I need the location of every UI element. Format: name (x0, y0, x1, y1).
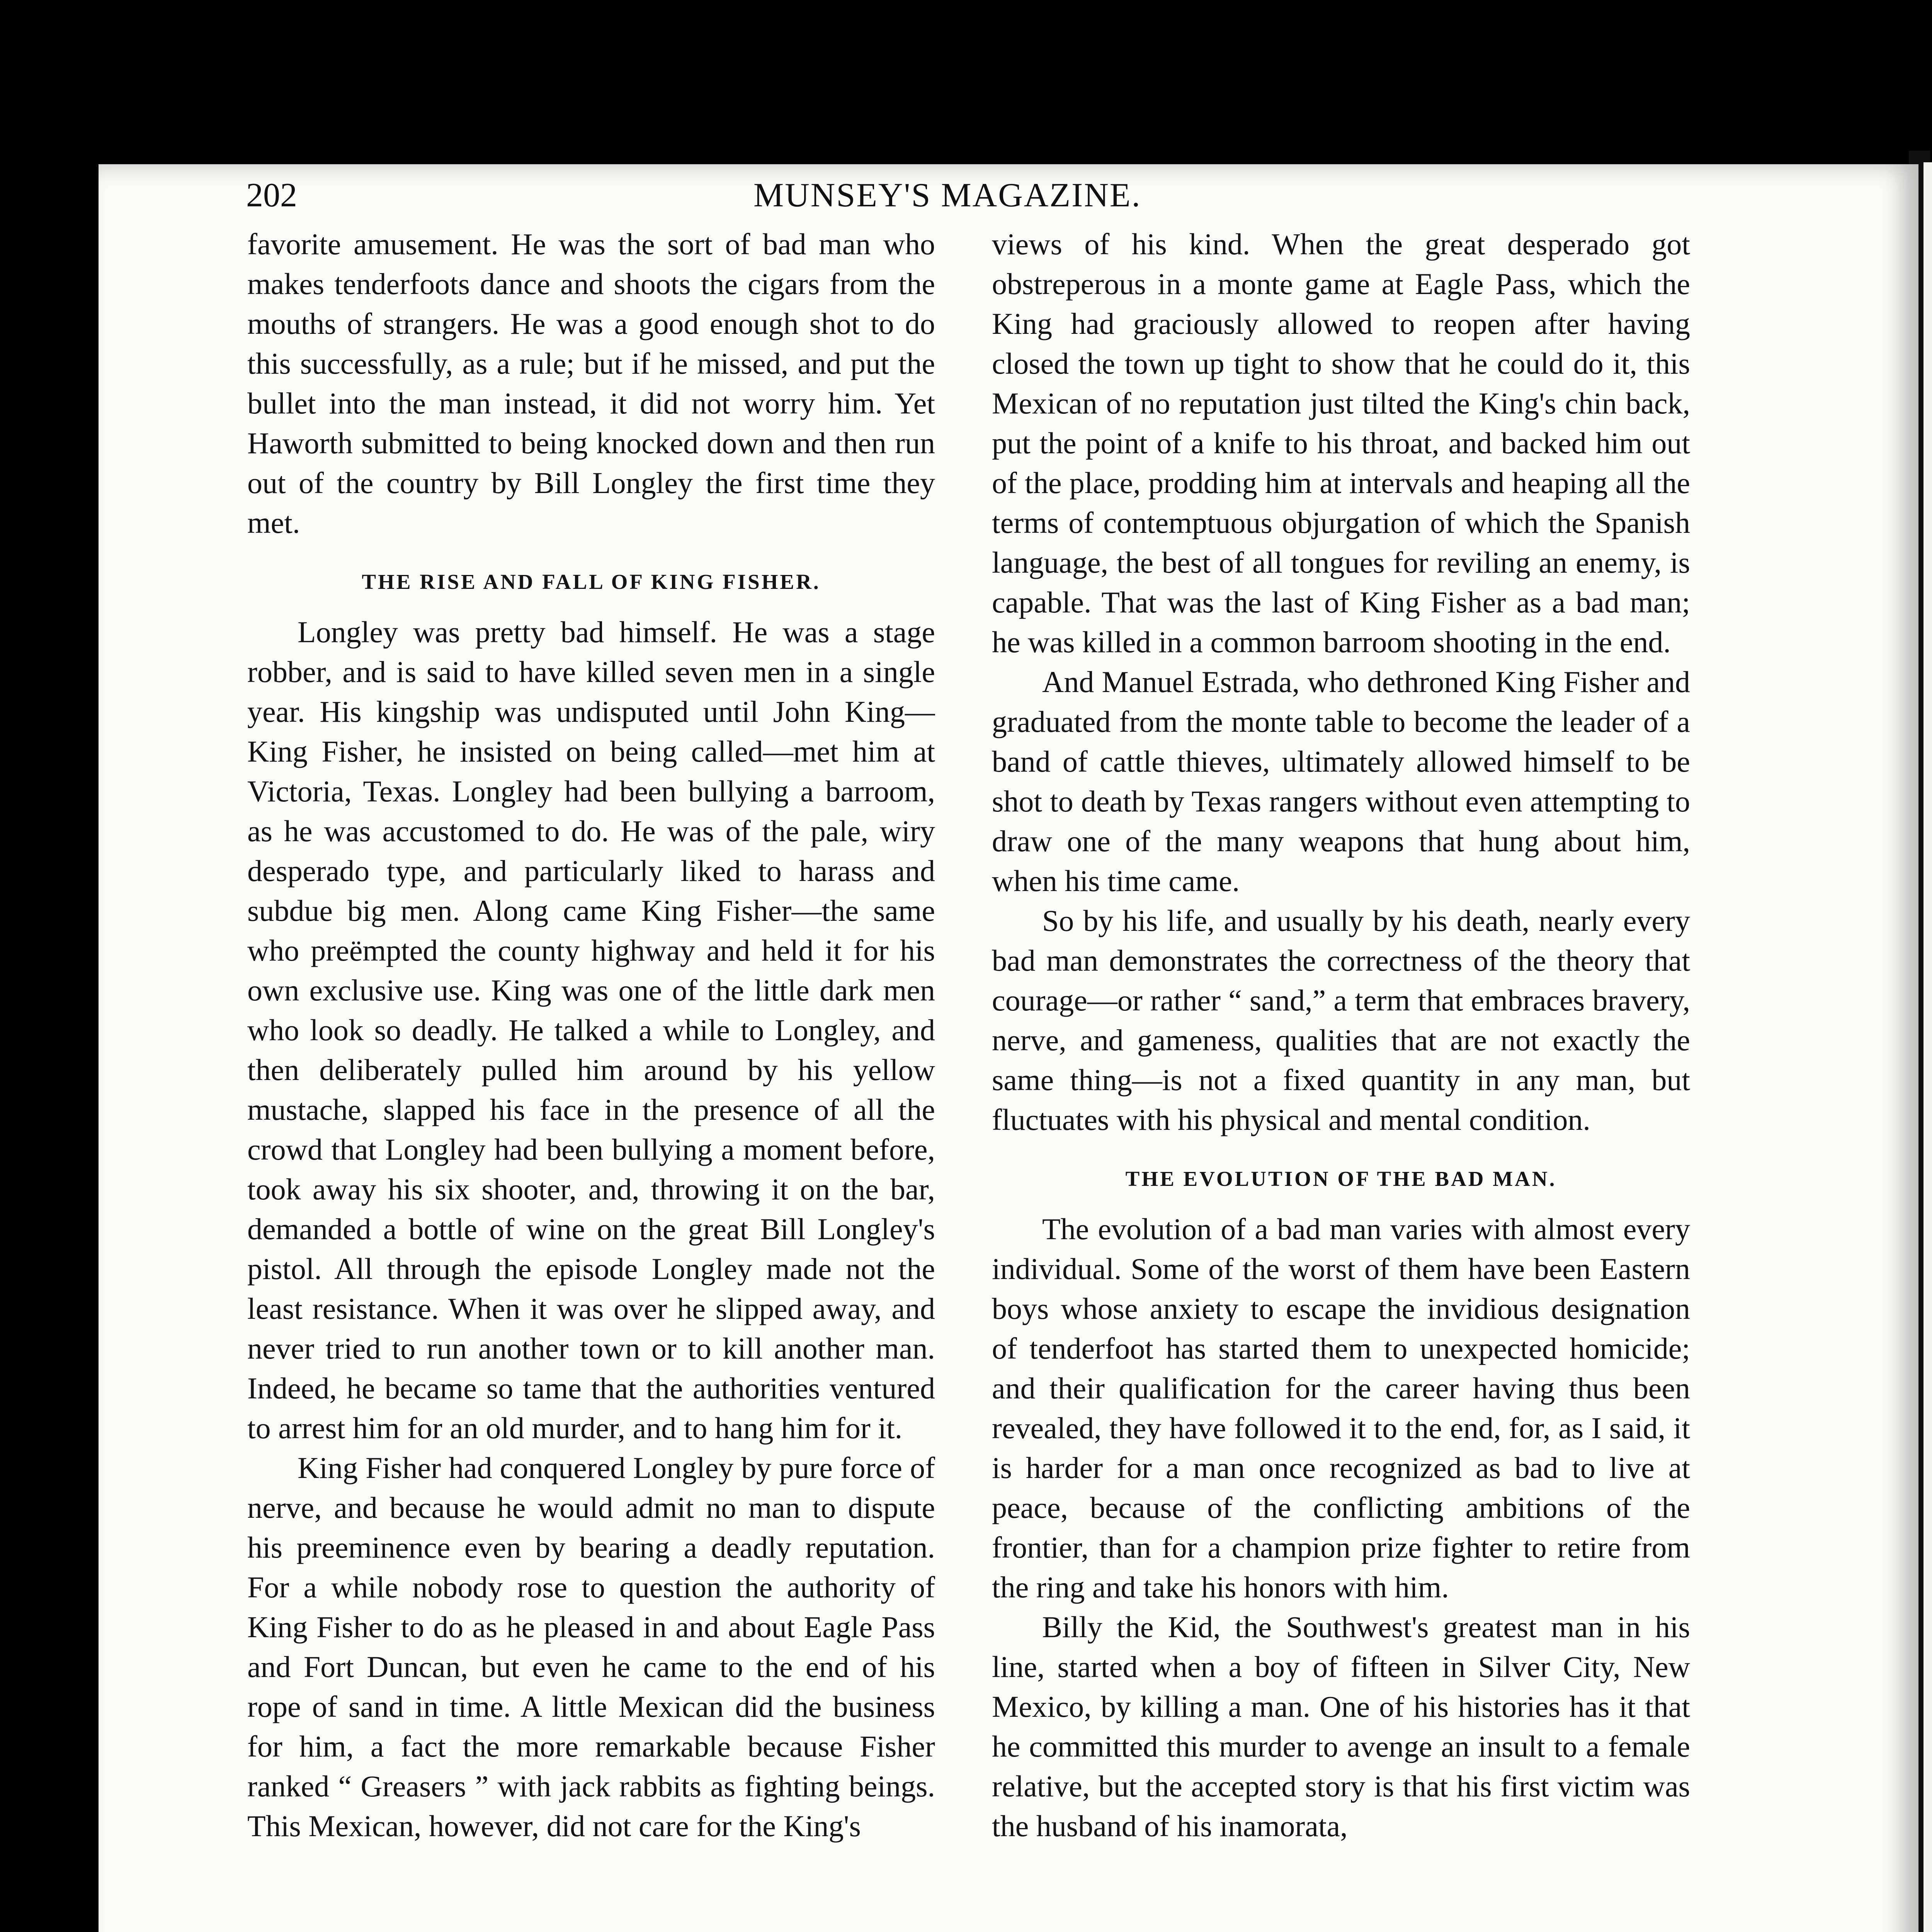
paragraph: The evolution of a bad man varies with almost every individual. Some of the worst of them have been Eastern boys whose anxiety to escape the invidious designation of tenderfoot has started them to unexpected homicide; and their qualification for the career having thus been revealed, they have followed it to the end, for, as I said, it is harder for a man once recognized as bad to live at peace, because of the conflicting ambitions of the frontier, than for a champion prize fighter to retire from the ring and take his honors with him. (992, 1212, 1690, 1604)
paragraph: And Manuel Estrada, who dethroned King Fisher and graduated from the monte table to become the leader of a band of cattle thieves, ultimately allowed himself to be shot to death by Texas rangers without even attempting to draw one of the many weapons that hung about him, when his time came. (992, 665, 1690, 898)
paragraph: King Fisher had conquered Longley by pure force of nerve, and because he would admit no man to dispute his preeminence even by bearing a deadly reputation. For a while nobody rose to question the authority of King Fisher to do as he pleased in and about Eagle Pass and Fort Duncan, but even he came to the end of his rope of sand in time. A little Mexican did the business for him, a fact the more remarkable because Fisher ranked “ Greasers ” with jack rabbits as fighting beings. This Mexican, however, did not care for the King's (247, 1451, 935, 1843)
left-column (247, 224, 935, 1932)
paragraph: Billy the Kid, the Southwest's greatest man in his line, started when a boy of fifteen in Silver City, New Mexico, by killing a man. One of his histories has it that he committed this murder to avenge an insult to a female relative, but the accepted story is that his first victim was the husband of his inamorata, (992, 1610, 1690, 1843)
paragraph: views of his kind. When the great desperado got obstreperous in a monte game at Eagle Pass, which the King had graciously allowed to reopen after having closed the town up tight to show that he could do it, this Mexican of no reputation just tilted the King's chin back, put the point of a knife to his throat, and backed him out of the place, prodding him at intervals and heaping all the terms of contemptuous objurgation of which the Spanish language, the best of all tongues for reviling an enemy, is capable. That was the last of King Fisher as a bad man; he was killed in a common barroom shooting in the end. (992, 227, 1690, 659)
paragraph: favorite amusement. He was the sort of bad man who makes tenderfoots dance and shoots the cigars from the mouths of strangers. He was a good enough shot to do this successfully, as a rule; but if he missed, and put the bullet into the man instead, it did not worry him. Yet Haworth submitted to being knocked down and then run out of the country by Bill Longley the first time they met. (247, 227, 935, 539)
page-number: 202 (246, 177, 297, 214)
magazine-title: MUNSEY'S MAGAZINE. (753, 177, 1141, 214)
section-heading: THE RISE AND FALL OF KING FISHER. (362, 570, 821, 594)
adjacent-page-edge (1923, 162, 1932, 1932)
section-heading: THE EVOLUTION OF THE BAD MAN. (1125, 1167, 1557, 1190)
right-column (992, 224, 1690, 1932)
paragraph: Longley was pretty bad himself. He was a stage robber, and is said to have killed seven men in a single year. His kingship was undisputed until John King—King Fisher, he insisted on being called—met him at Victoria, Texas. Longley had been bullying a barroom, as he was accustomed to do. He was of the pale, wiry desperado type, and particularly liked to harass and subdue big men. Along came King Fisher—the same who preëmpted the county highway and held it for his own exclusive use. King was one of the little dark men who look so deadly. He talked a while to Longley, and then deliberately pulled him around by his yellow mustache, slapped his face in the presence of all the crowd that Longley had been bullying a moment before, took away his six shooter, and, throwing it on the bar, demanded a bottle of wine on the great Bill Longley's pistol. All through the episode Longley made not the least resistance. When it was over he slipped away, and never tried to run another town or to kill another man. Indeed, he became so tame that the authorities ventured to arrest him for an old murder, and to hang him for it. (247, 615, 935, 1445)
paragraph: So by his life, and usually by his death, nearly every bad man demonstrates the correctness of the theory that courage—or rather “ sand,” a term that embraces bravery, nerve, and gameness, qualities that are not exactly the same thing—is not a fixed quantity in any man, but fluctuates with his physical and mental condition. (992, 904, 1690, 1136)
